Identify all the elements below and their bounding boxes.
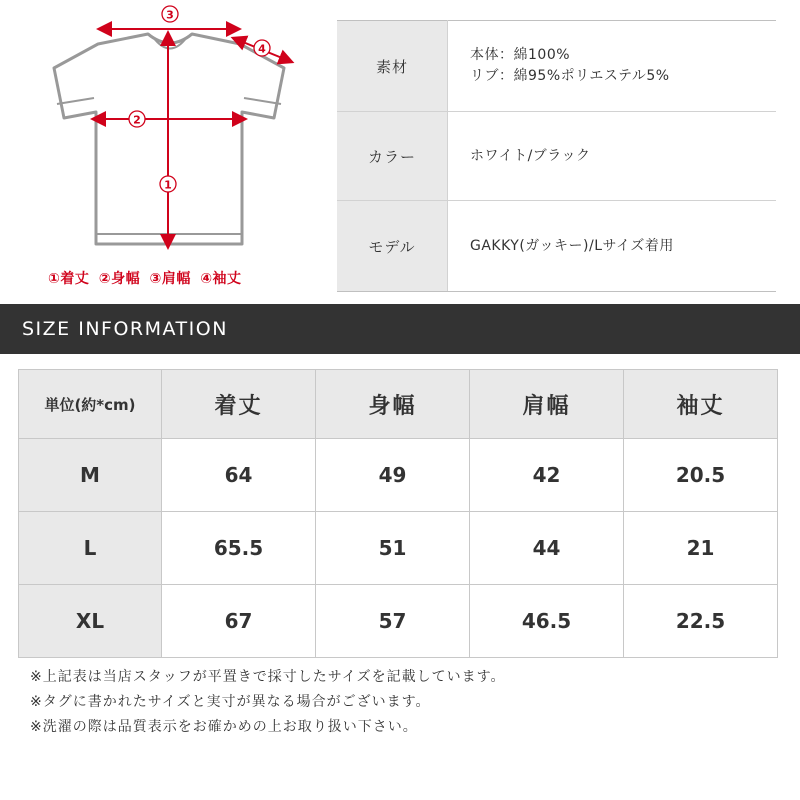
table-cell: 51 (316, 512, 470, 585)
spec-value-model (448, 201, 777, 292)
table-row (19, 439, 778, 512)
table-cell: 64 (162, 439, 316, 512)
table-cell: 20.5 (624, 439, 778, 512)
spec-model-line-1: GAKKY(ガッキー)/Lサイズ着用 (470, 237, 674, 254)
table-cell: 42 (470, 439, 624, 512)
legend-body-length: ①着丈 (48, 271, 90, 287)
unit-label: 単位(約*cm) (19, 370, 162, 439)
spec-row-model (337, 201, 776, 292)
notes (30, 665, 506, 740)
table-cell: 49 (316, 439, 470, 512)
note-tag-size: ※タグに書かれたサイズと実寸が異なる場合がございます。 (30, 694, 431, 710)
marker-2: 2 (133, 113, 141, 127)
spec-row-color (337, 112, 776, 201)
marker-1: 1 (164, 178, 172, 192)
size-label: XL (19, 585, 162, 658)
spec-key-model: モデル (337, 201, 448, 292)
column-header-body-length: 着丈 (162, 370, 316, 439)
table-cell: 44 (470, 512, 624, 585)
spec-value-color (448, 112, 777, 201)
spec-value-material (448, 21, 777, 112)
product-spec-table (337, 20, 776, 292)
marker-4: 4 (258, 42, 266, 56)
spec-key-color: カラー (337, 112, 448, 201)
column-header-shoulder-width: 肩幅 (470, 370, 624, 439)
table-cell: 67 (162, 585, 316, 658)
legend-chest-width: ②身幅 (98, 271, 141, 287)
spec-key-material: 素材 (337, 21, 448, 112)
table-cell: 21 (624, 512, 778, 585)
spec-color-line-1: ホワイト/ブラック (470, 147, 591, 164)
legend-shoulder-width: ③肩幅 (149, 271, 191, 287)
spec-material-line-1: 本体：綿100% (470, 47, 571, 63)
table-cell: 46.5 (470, 585, 624, 658)
table-cell: 57 (316, 585, 470, 658)
note-washing: ※洗濯の際は品質表示をお確かめの上お取り扱い下さい。 (30, 719, 418, 735)
size-information-title: SIZE INFORMATION (22, 318, 228, 340)
spec-row-material (337, 21, 776, 112)
table-cell: 65.5 (162, 512, 316, 585)
spec-material-line-2: リブ：綿95%ポリエステル5% (470, 68, 670, 84)
size-label: M (19, 439, 162, 512)
measurement-diagram (0, 0, 320, 300)
size-table (18, 369, 778, 658)
note-measurement: ※上記表は当店スタッフが平置きで採寸したサイズを記載しています。 (30, 669, 506, 685)
tshirt-illustration (0, 0, 320, 300)
size-label: L (19, 512, 162, 585)
table-cell: 22.5 (624, 585, 778, 658)
measurement-legend (48, 268, 246, 288)
column-header-chest-width: 身幅 (316, 370, 470, 439)
legend-sleeve-length: ④袖丈 (200, 271, 242, 287)
table-row (19, 512, 778, 585)
size-information-header (0, 304, 800, 354)
marker-3: 3 (166, 8, 174, 22)
table-row (19, 585, 778, 658)
column-header-sleeve-length: 袖丈 (624, 370, 778, 439)
size-table-header-row (19, 370, 778, 439)
